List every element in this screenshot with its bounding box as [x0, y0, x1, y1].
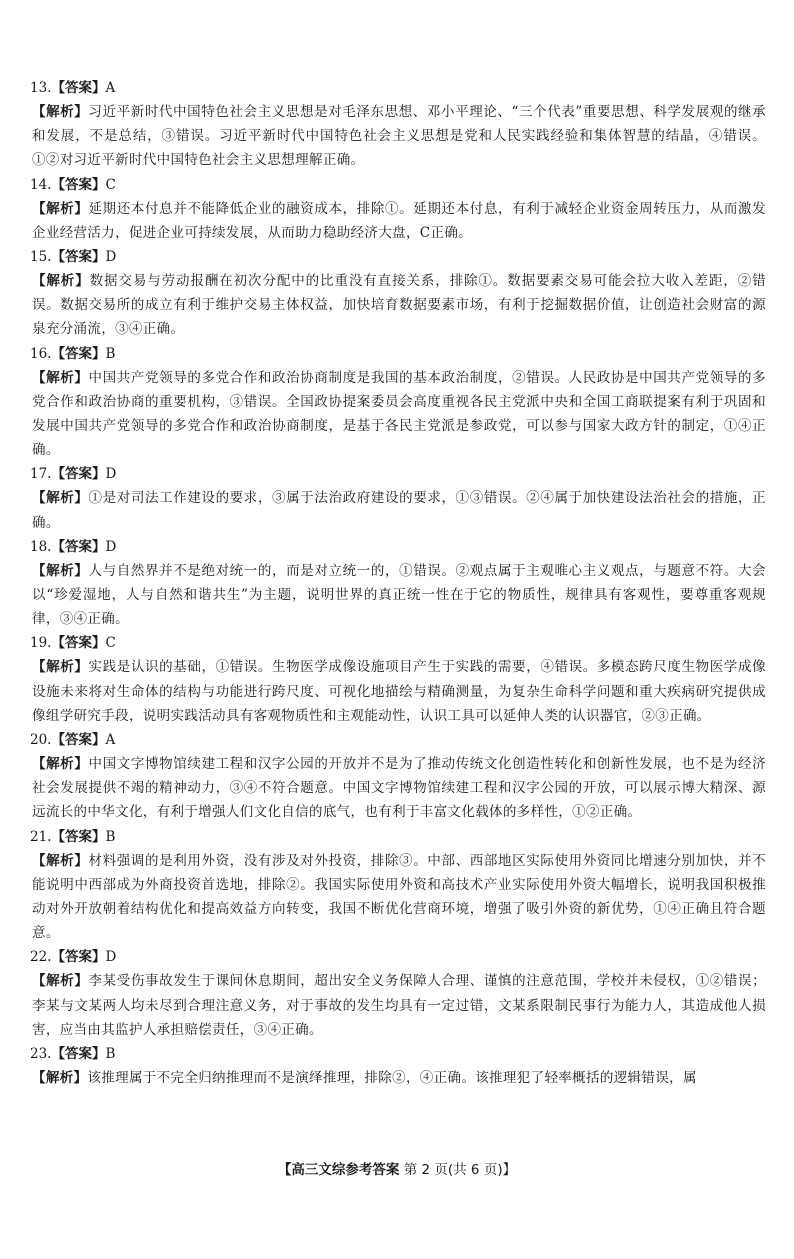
page-footer — [0, 1160, 794, 1180]
analysis-text: 该推理属于不完全归纳推理而不是演绎推理，排除②，④正确。该推理犯了轻率概括的逻辑错误，属 — [87, 1070, 697, 1087]
analysis-paragraph — [32, 752, 766, 825]
analysis-tag: 【解析】 — [32, 973, 89, 990]
question-block — [30, 76, 766, 173]
answer-tag: 【答案】 — [51, 249, 106, 266]
answer-tag: 【答案】 — [51, 345, 106, 362]
answer-tag: 【答案】 — [51, 176, 106, 193]
answer-value: B — [105, 1046, 116, 1063]
answer-line — [30, 76, 766, 100]
analysis-tag: 【解析】 — [32, 369, 89, 386]
analysis-paragraph — [32, 559, 766, 632]
answer-value: A — [105, 80, 116, 96]
answer-line — [30, 1042, 766, 1066]
answer-line — [30, 631, 766, 655]
analysis-paragraph — [32, 969, 766, 1042]
question-number: 19. — [30, 635, 52, 652]
analysis-paragraph — [32, 1066, 766, 1090]
analysis-text: 材料强调的是利用外资，没有涉及对外投资，排除③。中部、西部地区实际使用外资同比增速分别加快，并不能说明中西部成为外商投资首选地，排除②。我国实际使用外资和高技术产业实际使用外资大幅增长，说明我国积极推动对外开放朝着结构优化和提高效益方向转变，我国不断优化营商环境，增强了吸引外资的新优势，①④正确且符合题意。 — [32, 852, 766, 942]
question-block — [30, 462, 766, 534]
answer-line — [30, 825, 766, 849]
analysis-tag: 【解析】 — [32, 490, 89, 507]
answer-value: B — [105, 828, 116, 845]
answer-line — [30, 245, 766, 269]
answer-value: A — [105, 732, 116, 749]
answer-tag: 【答案】 — [51, 828, 106, 845]
analysis-tag: 【解析】 — [32, 200, 89, 217]
answer-tag: 【答案】 — [51, 1046, 106, 1063]
analysis-paragraph — [32, 849, 766, 946]
answer-line — [30, 728, 766, 752]
analysis-paragraph — [32, 269, 766, 342]
question-block — [30, 1042, 766, 1090]
question-number: 16. — [30, 345, 52, 362]
answer-value: D — [105, 249, 117, 266]
question-block — [30, 173, 766, 245]
answer-tag: 【答案】 — [51, 732, 106, 749]
answer-value: B — [105, 345, 116, 362]
analysis-tag: 【解析】 — [32, 104, 89, 120]
answer-line — [30, 945, 766, 969]
answer-page — [30, 76, 766, 1090]
answer-line — [30, 342, 766, 366]
question-number: 15. — [30, 249, 52, 266]
answer-value: C — [105, 635, 116, 652]
question-number: 22. — [30, 949, 52, 966]
footer-title: 【高三文综参考答案 — [277, 1162, 400, 1178]
question-number: 18. — [30, 538, 52, 555]
question-number: 21. — [30, 828, 52, 845]
answer-value: C — [105, 176, 116, 193]
analysis-tag: 【解析】 — [32, 659, 89, 676]
answer-tag: 【答案】 — [51, 80, 106, 96]
analysis-paragraph — [32, 655, 766, 728]
analysis-text: 延期还本付息并不能降低企业的融资成本，排除①。延期还本付息，有利于减轻企业资金周转压力，从而激发企业经营活力，促进企业可持续发展，从而助力稳助经济大盘，C正确。 — [32, 200, 766, 241]
answer-line — [30, 535, 766, 559]
question-block — [30, 945, 766, 1042]
analysis-text: ①是对司法工作建设的要求，③属于法治政府建设的要求，①③错误。②④属于加快建设法治社会的措施，正确。 — [32, 490, 766, 531]
answer-tag: 【答案】 — [51, 635, 106, 652]
analysis-text: 中国共产党领导的多党合作和政治协商制度是我国的基本政治制度，②错误。人民政协是中国共产党领导的多党合作和政治协商的重要机构，③错误。全国政协提案委员会高度重视各民主党派中央和全国工商联提案有利于巩固和发展中国共产党领导的多党合作和政治协商制度，是基于各民主党派是参政党，可以参与国家大政方针的制定，①④正确。 — [32, 369, 766, 459]
analysis-tag: 【解析】 — [32, 273, 90, 290]
footer-page-info: 第 2 页(共 6 页)】 — [403, 1162, 517, 1178]
analysis-paragraph — [32, 197, 766, 245]
analysis-text: 中国文字博物馆续建工程和汉字公园的开放并不是为了推动传统文化创造性转化和创新性发展，也不是为经济社会发展提供不竭的精神动力，③④不符合题意。中国文字博物馆续建工程和汉字公园的开放，可以展示博大精深、源远流长的中华文化，有利于增强人们文化自信的底气，也有利于丰富文化载体的多样性，①②正确。 — [32, 756, 766, 821]
analysis-tag: 【解析】 — [32, 756, 89, 773]
question-block — [30, 245, 766, 342]
question-block — [30, 825, 766, 946]
answer-value: D — [105, 949, 117, 966]
question-number: 17. — [30, 466, 52, 483]
question-block — [30, 631, 766, 728]
answer-line — [30, 173, 766, 197]
question-number: 14. — [30, 176, 52, 193]
analysis-paragraph — [32, 366, 766, 463]
analysis-text: 数据交易与劳动报酬在初次分配中的比重没有直接关系，排除①。数据要素交易可能会拉大收入差距，②错误。数据交易所的成立有利于维护交易主体权益，加快培育数据要素市场，有利于挖掘数据价值，让创造社会财富的源泉充分涌流，③④正确。 — [32, 273, 767, 338]
question-number: 13. — [30, 80, 52, 96]
answer-value: D — [105, 538, 117, 555]
analysis-text: 李某受伤事故发生于课间休息期间，超出安全义务保障人合理、谨慎的注意范围，学校并未侵权，①②错误；李某与文某两人均未尽到合理注意义务，对于事故的发生均具有一定过错，文某系限制民事行为能力人，其造成他人损害，应当由其监护人承担赔偿责任，③④正确。 — [32, 973, 766, 1038]
analysis-tag: 【解析】 — [32, 1070, 88, 1087]
answer-line — [30, 462, 766, 486]
analysis-paragraph — [32, 100, 766, 173]
analysis-tag: 【解析】 — [32, 852, 89, 869]
answer-tag: 【答案】 — [51, 538, 106, 555]
analysis-text: 习近平新时代中国特色社会主义思想是对毛泽东思想、邓小平理论、“三个代表”重要思想、科学发展观的继承和发展，不是总结，③错误。习近平新时代中国特色社会主义思想是党和人民实践经验和集体智慧的结晶，④错误。①②对习近平新时代中国特色社会主义思想理解正确。 — [32, 104, 767, 169]
analysis-text: 实践是认识的基础，①错误。生物医学成像设施项目产生于实践的需要，④错误。多模态跨尺度生物医学成像设施未来将对生命体的结构与功能进行跨尺度、可视化地描绘与精确测量，为复杂生命科学问题和重大疾病研究提供成像组学研究手段，说明实践活动具有客观物质性和主观能动性，认识工具可以延伸人类的认识器官，②③正确。 — [32, 659, 766, 724]
question-number: 20. — [30, 732, 52, 749]
question-block — [30, 535, 766, 632]
question-block — [30, 342, 766, 463]
answer-value: D — [105, 466, 117, 483]
analysis-tag: 【解析】 — [32, 562, 89, 579]
answer-tag: 【答案】 — [51, 466, 106, 483]
analysis-paragraph — [32, 486, 766, 534]
analysis-text: 人与自然界并不是绝对统一的，而是对立统一的，①错误。②观点属于主观唯心主义观点，与题意不符。大会以“珍爱湿地，人与自然和谐共生”为主题，说明世界的真正统一性在于它的物质性，规律具有客观性，要尊重客观规律，③④正确。 — [32, 562, 766, 628]
answer-tag: 【答案】 — [51, 949, 106, 966]
question-number: 23. — [30, 1046, 52, 1063]
question-block — [30, 728, 766, 825]
